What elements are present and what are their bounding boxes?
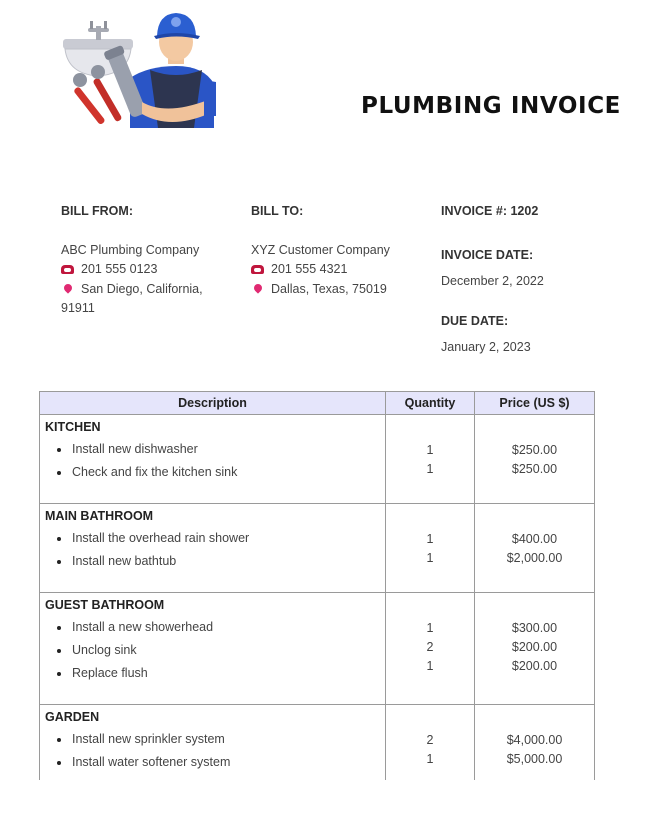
quantity-cell: 1 [426,532,434,546]
bill-from-address-1: San Diego, California, [81,281,203,296]
list-item: Replace flush [52,662,385,685]
quantity-cell: 1 [426,443,434,457]
due-date-label: DUE DATE: [441,313,509,328]
table-row [40,705,595,781]
bill-to-company: XYZ Customer Company [251,242,390,257]
invoice-date: December 2, 2022 [441,274,544,288]
invoice-date-label: INVOICE DATE: [441,247,534,262]
bill-to-heading: BILL TO: [251,204,304,218]
list-item: Install the overhead rain shower [52,527,385,550]
location-pin-icon [252,282,263,293]
bill-from-block [61,202,231,319]
bill-to-phone: 201 555 4321 [271,262,348,276]
header-price: Price (US $) [475,392,595,415]
section-title: MAIN BATHROOM [45,509,154,523]
price-cell: $250.00 [511,443,558,457]
quantity-cell: 1 [426,551,434,565]
location-pin-icon [62,282,73,293]
price-cell: $5,000.00 [506,752,563,766]
price-cell: $200.00 [511,659,558,673]
table-row [40,593,595,705]
table-row [40,504,595,593]
table-row [40,415,595,504]
header-description: Description [40,392,386,415]
bill-from-phone: 201 555 0123 [81,262,158,276]
quantity-cell: 1 [426,462,434,476]
price-cell: $300.00 [511,621,558,635]
bill-to-block [251,202,421,299]
list-item: Install a new showerhead [52,616,385,639]
list-item: Install water softener system [52,751,385,774]
bill-from-company: ABC Plumbing Company [61,242,200,257]
list-item: Install new sprinkler system [52,728,385,751]
price-cell: $400.00 [511,532,558,546]
quantity-cell: 1 [426,659,434,673]
price-cell: $2,000.00 [506,551,563,565]
quantity-cell: 1 [426,621,434,635]
price-cell: $4,000.00 [506,733,563,747]
list-item: Check and fix the kitchen sink [52,461,385,484]
invoice-title: PLUMBING INVOICE [361,93,621,119]
quantity-cell: 2 [426,640,434,654]
bill-to-address-1: Dallas, Texas, 75019 [271,281,387,296]
list-item: Install new dishwasher [52,438,385,461]
price-cell: $200.00 [511,640,558,654]
list-item: Unclog sink [52,639,385,662]
due-date: January 2, 2023 [441,340,531,354]
quantity-cell: 1 [426,752,434,766]
header-quantity: Quantity [386,392,475,415]
table-header-row [40,392,595,415]
list-item: Install new bathtub [52,550,385,573]
section-title: GUEST BATHROOM [45,598,165,612]
phone-icon [251,265,264,274]
plumber-logo [58,6,218,128]
quantity-cell: 2 [426,733,434,747]
bill-from-address-2: 91911 [61,301,95,315]
price-cell: $250.00 [511,462,558,476]
invoice-number: INVOICE #: 1202 [441,204,539,218]
invoice-items-table [39,391,595,780]
bill-from-heading: BILL FROM: [61,204,133,218]
section-title: KITCHEN [45,420,101,434]
phone-icon [61,265,74,274]
invoice-meta-block [441,202,611,376]
section-title: GARDEN [45,710,100,724]
